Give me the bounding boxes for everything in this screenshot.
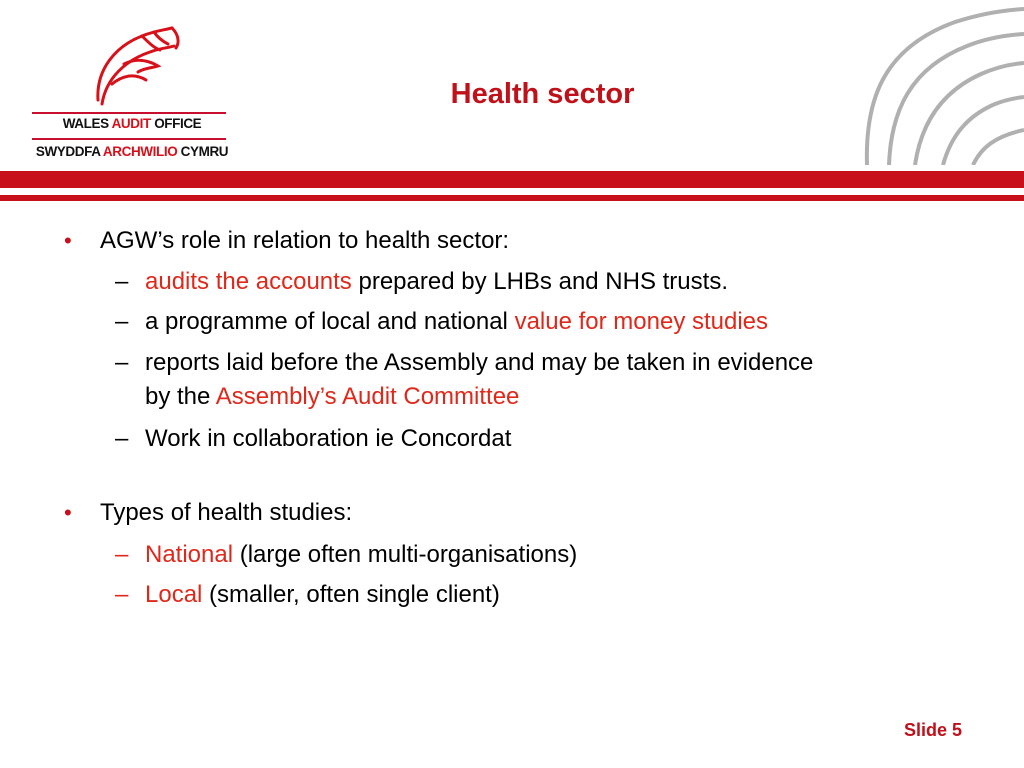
sub-item bbox=[115, 305, 769, 339]
sub-item-text: (smaller, often single client) bbox=[202, 581, 500, 608]
logo-welsh-name: SWYDDFA ARCHWILIO CYMRU bbox=[35, 144, 229, 159]
sub-item bbox=[115, 578, 500, 612]
dash-marker: – bbox=[115, 349, 129, 376]
bullet-text: AGW’s role in relation to health sector: bbox=[100, 227, 510, 254]
highlight-text: National bbox=[145, 541, 234, 568]
sub-item-text: (large often multi-organisations) bbox=[233, 541, 578, 568]
sub-item-continuation bbox=[145, 380, 519, 414]
bullet-marker: • bbox=[64, 228, 72, 253]
sub-item-text: a programme of local and national bbox=[145, 308, 515, 335]
logo-english-name: WALES AUDIT OFFICE bbox=[62, 116, 202, 131]
bullet-item bbox=[64, 226, 510, 256]
bullet-marker: • bbox=[64, 500, 72, 525]
sub-item bbox=[115, 346, 814, 380]
slide-number: Slide 5 bbox=[903, 720, 962, 740]
highlight-text: Assembly’s Audit Committee bbox=[215, 383, 520, 410]
bullet-text: Types of health studies: bbox=[100, 499, 353, 526]
highlight-text: value for money studies bbox=[514, 308, 769, 335]
dash-marker: – bbox=[115, 308, 129, 335]
dash-marker: – bbox=[115, 541, 129, 568]
sub-item bbox=[115, 265, 728, 299]
sub-item bbox=[115, 422, 512, 456]
sub-item-text: prepared by LHBs and NHS trusts. bbox=[351, 268, 728, 295]
dash-marker: – bbox=[115, 581, 129, 608]
highlight-text: Local bbox=[145, 581, 203, 608]
highlight-text: audits the accounts bbox=[145, 268, 352, 295]
dash-marker: – bbox=[115, 425, 129, 452]
bullet-item bbox=[64, 498, 353, 528]
sub-item-text: reports laid before the Assembly and may be taken in evidence bbox=[145, 349, 814, 376]
sub-item bbox=[115, 538, 578, 572]
slide-title: Health sector bbox=[450, 78, 635, 110]
sub-item-text: by the bbox=[145, 383, 216, 410]
sub-item-text: Work in collaboration ie Concordat bbox=[145, 425, 512, 452]
dash-marker: – bbox=[115, 268, 129, 295]
